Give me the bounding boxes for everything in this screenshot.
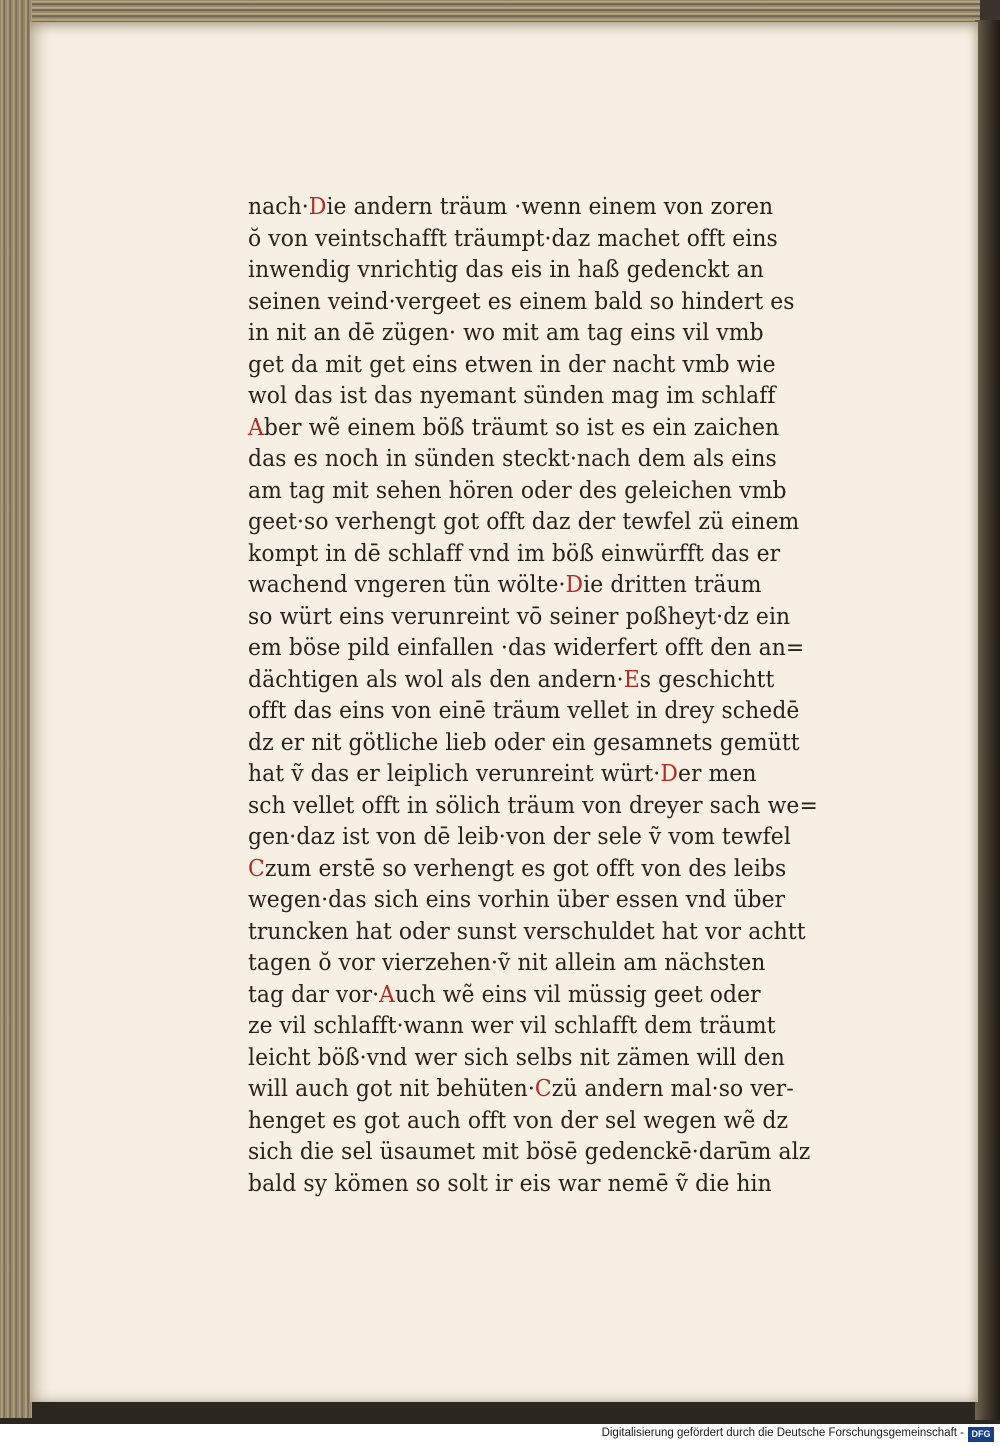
text-segment: hat ṽ das er leiplich verunreint würt· xyxy=(248,761,661,787)
text-line xyxy=(248,1169,818,1201)
rubricated-initial: C xyxy=(248,855,265,882)
text-segment: ber wẽ einem böß träumt so ist es ein zaichen xyxy=(263,414,780,441)
funding-credit: Digitalisierung gefördert durch die Deutsche Forschungsgemeinschaft - xyxy=(601,1427,964,1439)
text-line xyxy=(248,381,818,413)
book-fore-edge xyxy=(0,0,32,1418)
text-line xyxy=(248,854,818,886)
text-segment: sich die sel üsaumet mit bösē gedenckē·darūm alz xyxy=(248,1139,811,1165)
text-segment: tag dar vor· xyxy=(248,981,380,1008)
text-line xyxy=(248,917,818,949)
text-line xyxy=(248,444,818,476)
text-segment: offt das eins von einē träum vellet in drey schedē xyxy=(248,698,800,724)
text-segment: bald sy kömen so solt ir eis war nemē ṽ die hin xyxy=(248,1170,772,1197)
text-segment: in nit an dē zügen· wo mit am tag eins vil vmb xyxy=(248,320,764,346)
text-segment: nach· xyxy=(248,194,309,220)
text-line xyxy=(248,1074,818,1106)
text-line xyxy=(248,885,818,917)
footer-strip xyxy=(0,1424,1000,1446)
text-line xyxy=(248,728,818,760)
text-line xyxy=(248,759,818,791)
text-segment: kompt in dē schlaff vnd im böß einwürfft das er xyxy=(248,540,781,567)
text-segment: ie dritten träum xyxy=(583,572,762,598)
text-line xyxy=(248,255,818,287)
text-segment: henget es got auch offt von der sel wegen wẽ dz xyxy=(248,1107,789,1134)
text-segment: s geschichtt xyxy=(639,666,775,693)
text-line xyxy=(248,192,818,224)
text-line xyxy=(248,1011,818,1043)
text-segment: das es noch in sünden steckt·nach dem als eins xyxy=(248,446,777,472)
text-line xyxy=(248,633,818,665)
text-segment: zü andern mal·so ver- xyxy=(551,1076,794,1102)
text-segment: seinen veind·vergeet es einem bald so hindert es xyxy=(248,288,795,315)
text-line xyxy=(248,476,818,508)
text-line xyxy=(248,822,818,854)
text-line xyxy=(248,980,818,1012)
text-segment: wol das ist das nyemant sünden mag im schlaff xyxy=(248,383,776,409)
rubricated-initial: C xyxy=(534,1076,552,1102)
text-segment: tagen ŏ vor vierzehen·ṽ nit allein am nächsten xyxy=(248,950,766,976)
text-line xyxy=(248,696,818,728)
text-segment: so würt eins verunreint vō seiner poßheyt·dz ein xyxy=(248,603,791,630)
text-line xyxy=(248,413,818,445)
text-line xyxy=(248,570,818,602)
text-line xyxy=(248,948,818,980)
rubricated-initial: D xyxy=(565,572,584,598)
text-line xyxy=(248,1043,818,1075)
text-line xyxy=(248,665,818,697)
text-line xyxy=(248,791,818,823)
rubricated-initial: D xyxy=(660,761,678,787)
text-line xyxy=(248,287,818,319)
text-segment: inwendig vnrichtig das eis in haß gedenckt an xyxy=(248,257,764,283)
book-page xyxy=(30,22,978,1402)
text-segment: dächtigen als wol als den andern· xyxy=(248,666,624,693)
text-segment: ze vil schlafft·wann wer vil schlafft dem träumt xyxy=(248,1013,776,1039)
text-line xyxy=(248,350,818,382)
text-segment: am tag mit sehen hören oder des geleichen vmb xyxy=(248,477,787,504)
text-line xyxy=(248,602,818,634)
text-segment: will auch got nit behüten· xyxy=(248,1076,535,1102)
text-line xyxy=(248,1137,818,1169)
rubricated-initial: A xyxy=(379,981,396,1008)
text-segment: dz er nit götliche lieb oder ein gesamnets gemütt xyxy=(248,729,800,756)
text-segment: leicht böß·vnd wer sich selbs nit zämen will den xyxy=(248,1044,785,1071)
text-segment: zum erstē so verhengt es got offt von des leibs xyxy=(264,855,787,882)
text-line xyxy=(248,224,818,256)
text-line xyxy=(248,318,818,350)
text-segment: truncken hat oder sunst verschuldet hat vor achtt xyxy=(248,918,806,945)
text-segment: wegen·das sich eins vorhin über essen vnd über xyxy=(248,887,786,913)
rubricated-initial: A xyxy=(248,414,264,441)
text-segment: ŏ von veintschafft träumpt·daz machet offt eins xyxy=(248,225,778,252)
text-line xyxy=(248,507,818,539)
text-segment: er men xyxy=(677,761,757,787)
text-segment: geet·so verhengt got offt daz der tewfel zü einem xyxy=(248,509,800,535)
text-segment: wachend vngeren tün wölte· xyxy=(248,572,566,598)
rubricated-initial: D xyxy=(308,194,327,220)
text-segment: sch vellet offt in sölich träum von dreyer sach we= xyxy=(248,792,818,819)
text-line xyxy=(248,1106,818,1138)
text-segment: get da mit get eins etwen in der nacht vmb wie xyxy=(248,351,776,378)
text-segment: gen·daz ist von dē leib·von der sele ṽ vom tewfel xyxy=(248,824,791,850)
book-right-edge xyxy=(975,20,1000,1420)
blackletter-text-block xyxy=(248,192,848,1200)
text-line xyxy=(248,539,818,571)
text-segment: ie andern träum ·wenn einem von zoren xyxy=(326,194,774,220)
dfg-logo: DFG xyxy=(968,1427,994,1442)
rubricated-initial: E xyxy=(623,666,640,693)
text-segment: uch wẽ eins vil müssig geet oder xyxy=(395,981,761,1008)
text-segment: em böse pild einfallen ·das widerfert offt den an= xyxy=(248,635,805,661)
